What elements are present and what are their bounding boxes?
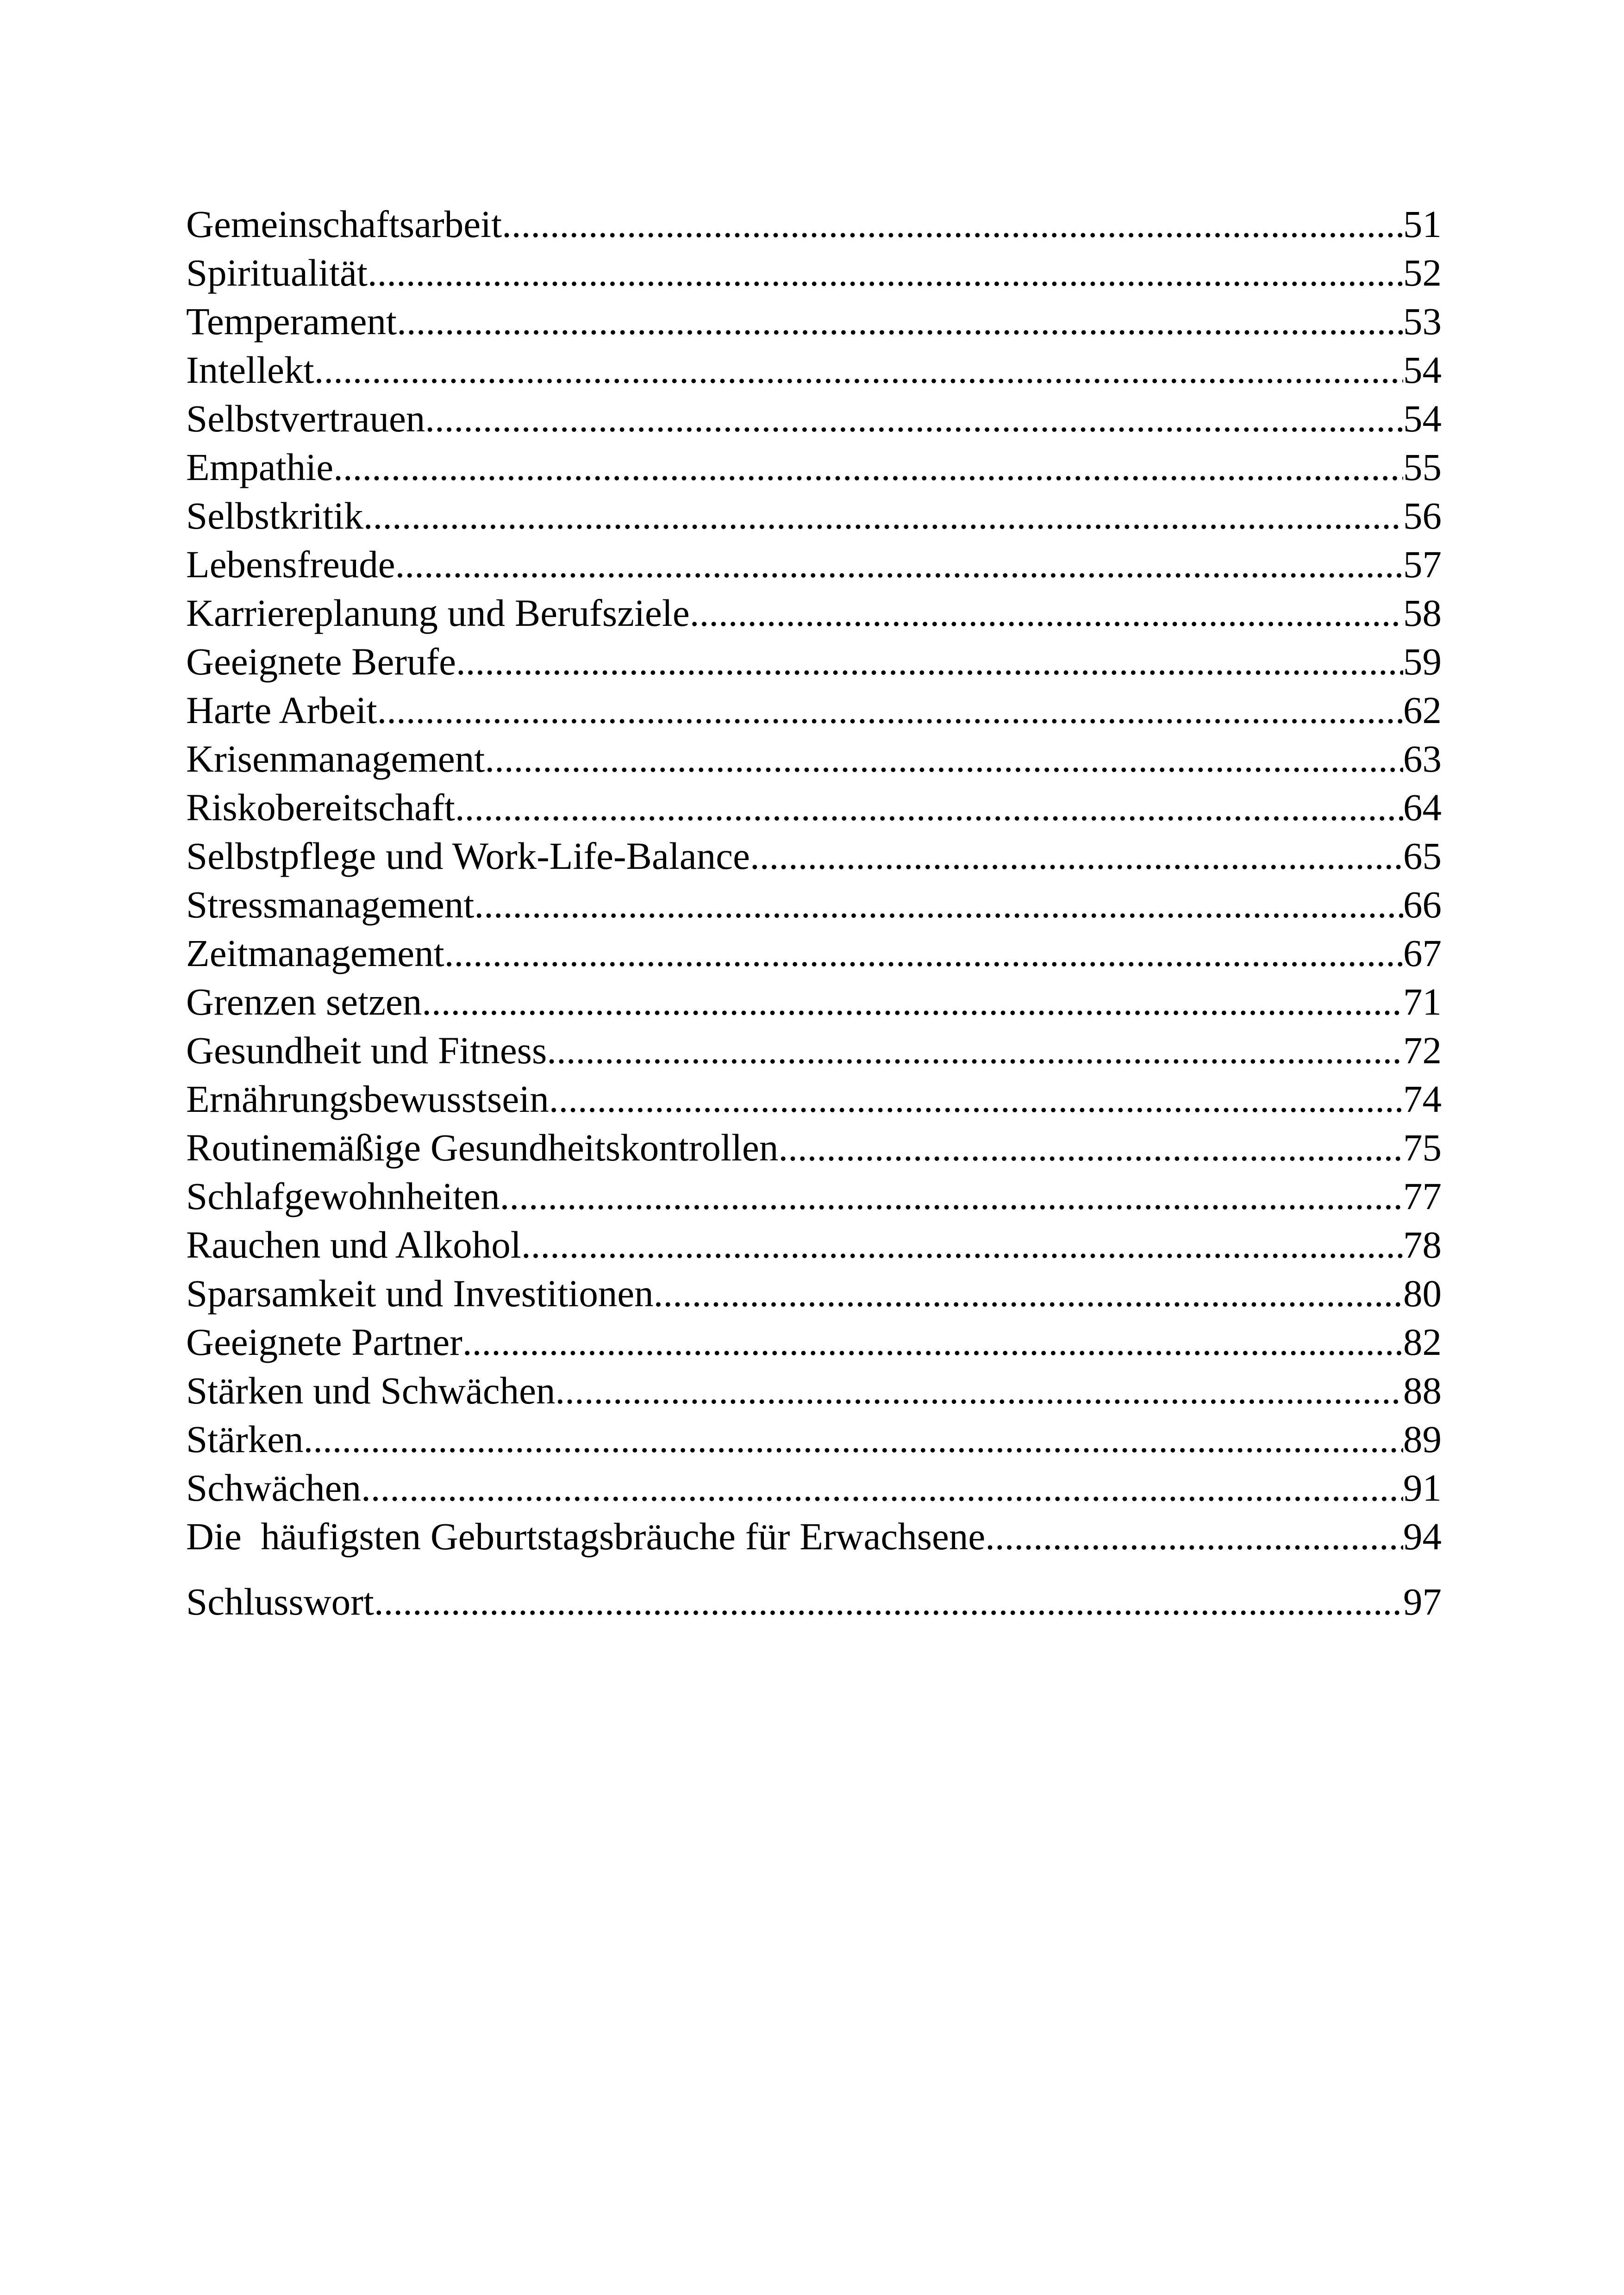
toc-entry-page: 66 xyxy=(1403,883,1442,926)
toc-entry-title: Zeitmanagement xyxy=(186,932,444,974)
toc-entry-title: Krisenmanagement xyxy=(186,737,485,780)
toc-entry-page: 78 xyxy=(1403,1223,1442,1266)
toc-dot-leader xyxy=(422,978,1403,1026)
toc-entry[interactable] xyxy=(186,1269,1442,1318)
toc-entry-title: Lebensfreude xyxy=(186,543,395,586)
toc-entry-page: 57 xyxy=(1403,543,1442,586)
toc-dot-leader xyxy=(549,1075,1403,1123)
toc-entry-title: Gesundheit und Fitness xyxy=(186,1029,547,1072)
toc-entry[interactable] xyxy=(186,1123,1442,1172)
toc-entry-title: Selbstkritik xyxy=(186,494,363,537)
toc-dot-leader xyxy=(521,1221,1403,1269)
toc-dot-leader xyxy=(547,1026,1403,1075)
toc-entry-page: 53 xyxy=(1403,300,1442,343)
toc-entry-page: 52 xyxy=(1403,251,1442,294)
toc-entry[interactable] xyxy=(186,249,1442,297)
toc-dot-leader xyxy=(690,589,1403,637)
toc-entry-title: Schlafgewohnheiten xyxy=(186,1175,500,1217)
table-of-contents xyxy=(186,200,1442,1626)
toc-entry-page: 51 xyxy=(1403,203,1442,245)
toc-dot-leader xyxy=(444,929,1403,978)
toc-entry-title: Sparsamkeit und Investitionen xyxy=(186,1272,654,1315)
toc-entry-title: Geeignete Berufe xyxy=(186,640,456,683)
toc-entry[interactable] xyxy=(186,443,1442,492)
toc-dot-leader xyxy=(500,1172,1403,1221)
toc-entry-page: 54 xyxy=(1403,349,1442,391)
toc-entry-title: Stressmanagement xyxy=(186,883,475,926)
toc-entry[interactable] xyxy=(186,394,1442,443)
toc-entry-page: 91 xyxy=(1403,1466,1442,1509)
toc-dot-leader xyxy=(374,1578,1403,1626)
toc-dot-leader xyxy=(333,443,1403,492)
toc-entry[interactable] xyxy=(186,492,1442,540)
toc-entry-title: Selbstvertrauen xyxy=(186,397,425,440)
toc-entry-title: Gemeinschaftsarbeit xyxy=(186,203,502,245)
toc-entry[interactable] xyxy=(186,200,1442,249)
toc-dot-leader xyxy=(556,1366,1404,1415)
toc-entry-page: 75 xyxy=(1403,1126,1442,1169)
toc-dot-leader xyxy=(502,200,1403,249)
toc-entry-page: 59 xyxy=(1403,640,1442,683)
toc-entry[interactable] xyxy=(186,735,1442,783)
toc-entry-page: 62 xyxy=(1403,689,1442,731)
toc-entry[interactable] xyxy=(186,1221,1442,1269)
toc-entry-page: 58 xyxy=(1403,592,1442,634)
toc-dot-leader xyxy=(425,394,1403,443)
toc-entry-page: 80 xyxy=(1403,1272,1442,1315)
toc-entry[interactable] xyxy=(186,1415,1442,1464)
toc-entry[interactable] xyxy=(186,1464,1442,1512)
toc-dot-leader xyxy=(361,1464,1403,1512)
toc-entry[interactable] xyxy=(186,832,1442,880)
toc-dot-leader xyxy=(462,1318,1403,1366)
toc-entry-title: Die häufigsten Geburtstagsbräuche für Erwachsene xyxy=(186,1515,986,1558)
toc-entry-page: 56 xyxy=(1403,494,1442,537)
toc-entry-page: 94 xyxy=(1403,1515,1442,1558)
toc-entry-title: Temperament xyxy=(186,300,397,343)
toc-dot-leader xyxy=(314,346,1403,394)
toc-entry[interactable] xyxy=(186,1578,1442,1626)
toc-entry-page: 77 xyxy=(1403,1175,1442,1217)
toc-entry-title: Rauchen und Alkohol xyxy=(186,1223,521,1266)
toc-dot-leader xyxy=(363,492,1403,540)
toc-entry-page: 97 xyxy=(1403,1580,1442,1623)
toc-entry-title: Ernährungsbewusstsein xyxy=(186,1078,549,1120)
toc-entry[interactable] xyxy=(186,978,1442,1026)
toc-entry-page: 67 xyxy=(1403,932,1442,974)
toc-dot-leader xyxy=(368,249,1403,297)
toc-dot-leader xyxy=(397,297,1403,346)
toc-entry-page: 55 xyxy=(1403,446,1442,488)
toc-entry-title: Karriereplanung und Berufsziele xyxy=(186,592,690,634)
toc-entry[interactable] xyxy=(186,1512,1442,1561)
toc-entry[interactable] xyxy=(186,297,1442,346)
toc-entry[interactable] xyxy=(186,346,1442,394)
toc-entry-title: Riskobereitschaft xyxy=(186,786,455,829)
toc-entry[interactable] xyxy=(186,637,1442,686)
toc-entry[interactable] xyxy=(186,783,1442,832)
toc-entry-title: Routinemäßige Gesundheitskontrollen xyxy=(186,1126,779,1169)
toc-dot-leader xyxy=(377,686,1403,735)
toc-entry[interactable] xyxy=(186,880,1442,929)
toc-entry-title: Intellekt xyxy=(186,349,314,391)
toc-dot-leader xyxy=(474,880,1403,929)
toc-entry-page: 63 xyxy=(1403,737,1442,780)
toc-entry[interactable] xyxy=(186,929,1442,978)
toc-entry[interactable] xyxy=(186,1172,1442,1221)
toc-entry-page: 74 xyxy=(1403,1078,1442,1120)
toc-dot-leader xyxy=(455,783,1403,832)
toc-dot-leader xyxy=(456,637,1403,686)
toc-entry[interactable] xyxy=(186,1075,1442,1123)
toc-entry-title: Spiritualität xyxy=(186,251,368,294)
toc-dot-leader xyxy=(304,1415,1403,1464)
toc-dot-leader xyxy=(485,735,1403,783)
toc-entry-page: 72 xyxy=(1403,1029,1442,1072)
toc-entry-page: 71 xyxy=(1403,980,1442,1023)
toc-entry-title: Selbstpflege und Work-Life-Balance xyxy=(186,835,750,877)
toc-entry-title: Empathie xyxy=(186,446,334,488)
toc-entry-page: 65 xyxy=(1403,835,1442,877)
toc-entry-title: Schlusswort xyxy=(186,1580,374,1623)
toc-dot-leader xyxy=(778,1123,1403,1172)
toc-entry[interactable] xyxy=(186,540,1442,589)
toc-entry[interactable] xyxy=(186,1318,1442,1366)
toc-entry-page: 88 xyxy=(1403,1369,1442,1412)
toc-entry[interactable] xyxy=(186,1026,1442,1075)
toc-entry-title: Stärken und Schwächen xyxy=(186,1369,556,1412)
toc-entry[interactable] xyxy=(186,589,1442,637)
toc-entry[interactable] xyxy=(186,1366,1442,1415)
toc-entry-title: Schwächen xyxy=(186,1466,361,1509)
toc-entry-title: Geeignete Partner xyxy=(186,1321,462,1363)
toc-dot-leader xyxy=(750,832,1403,880)
toc-entry-title: Stärken xyxy=(186,1418,304,1460)
toc-entry-page: 82 xyxy=(1403,1321,1442,1363)
toc-entry-page: 54 xyxy=(1403,397,1442,440)
toc-dot-leader xyxy=(654,1269,1403,1318)
toc-dot-leader xyxy=(395,540,1403,589)
toc-entry-page: 89 xyxy=(1403,1418,1442,1460)
toc-dot-leader xyxy=(985,1512,1403,1561)
toc-entry-title: Harte Arbeit xyxy=(186,689,377,731)
toc-entry-title: Grenzen setzen xyxy=(186,980,422,1023)
toc-entry[interactable] xyxy=(186,686,1442,735)
toc-entry-page: 64 xyxy=(1403,786,1442,829)
